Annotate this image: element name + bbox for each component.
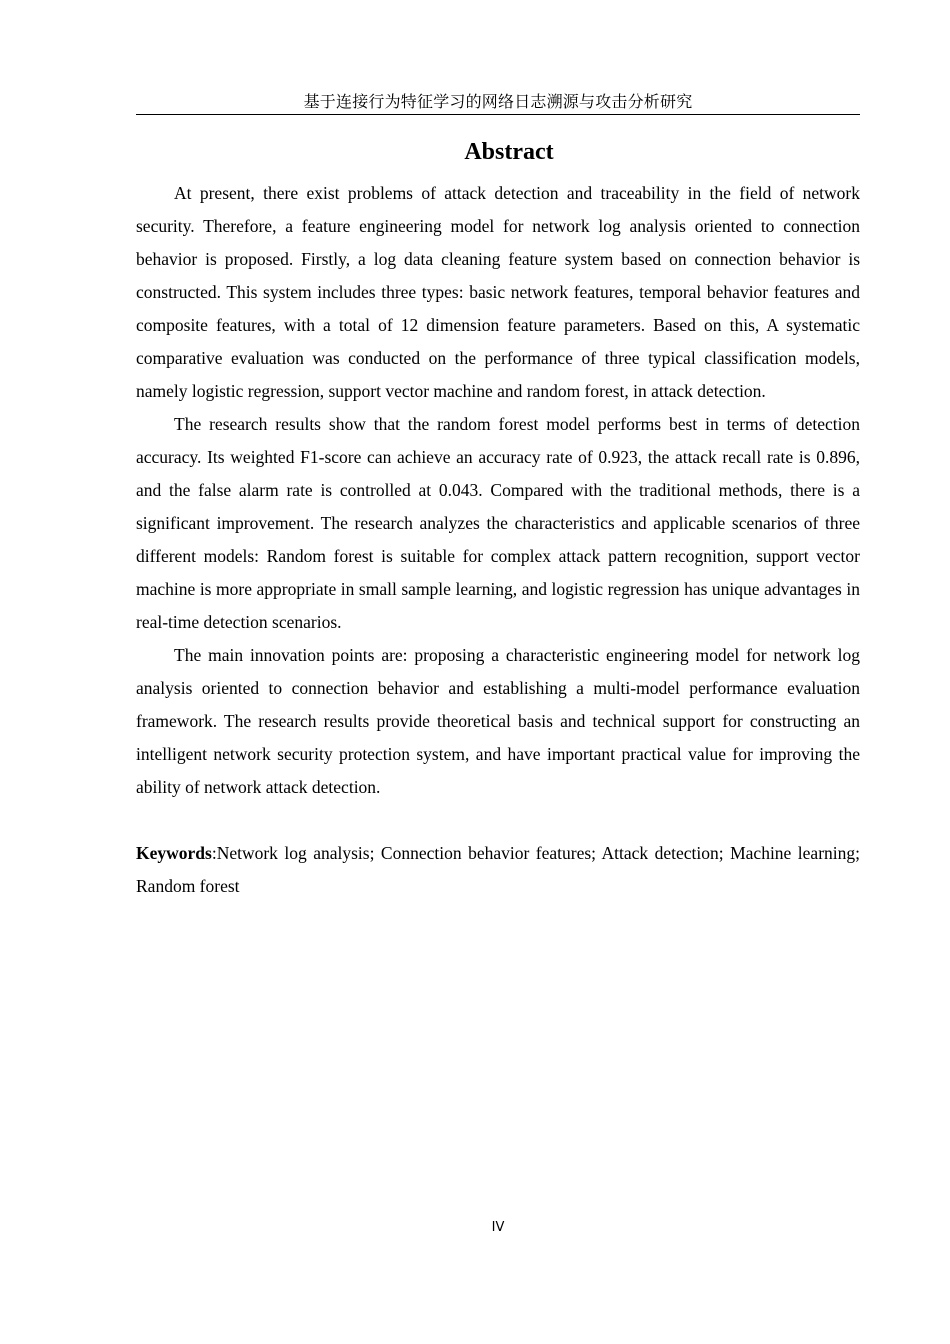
abstract-paragraph-3: The main innovation points are: proposing a characteristic engineering model for network log analysis oriented to connection behavior and establishing a multi-model performance evaluation framework. The research results provide theoretical basis and technical support for constructing an intelligent network security protection system, and have important practical value for improving the ability of network attack detection. <box>136 645 860 797</box>
abstract-paragraph-1: At present, there exist problems of attack detection and traceability in the field of network security. Therefore, a feature engineering model for network log analysis oriented to connection behavior is proposed. Firstly, a log data cleaning feature system based on connection behavior is constructed. This system includes three types: basic network features, temporal behavior features and composite features, with a total of 12 dimension feature parameters. Based on this, A systematic comparative evaluation was conducted on the performance of three typical classification models, namely logistic regression, support vector machine and random forest, in attack detection. <box>136 183 860 401</box>
header-divider <box>136 114 860 115</box>
abstract-body <box>136 177 860 903</box>
running-header-title: 基于连接行为特征学习的网络日志溯源与攻击分析研究 <box>303 92 693 111</box>
abstract-title: Abstract <box>464 139 554 165</box>
abstract-paragraph-2: The research results show that the random forest model performs best in terms of detection accuracy. Its weighted F1-score can achieve an accuracy rate of 0.923, the attack recall rate is 0.896, and the false alarm rate is controlled at 0.043. Compared with the traditional methods, there is a significant improvement. The research analyzes the characteristics and applicable scenarios of three different models: Random forest is suitable for complex attack pattern recognition, support vector machine is more appropriate in small sample learning, and logistic regression has unique advantages in real-time detection scenarios. <box>136 414 860 632</box>
keywords-label: Keywords <box>136 843 212 863</box>
keywords-line <box>136 837 860 903</box>
page-number: IV <box>491 1220 505 1235</box>
keywords-list: :Network log analysis; Connection behavior features; Attack detection; Machine learning; Random forest <box>136 843 860 896</box>
